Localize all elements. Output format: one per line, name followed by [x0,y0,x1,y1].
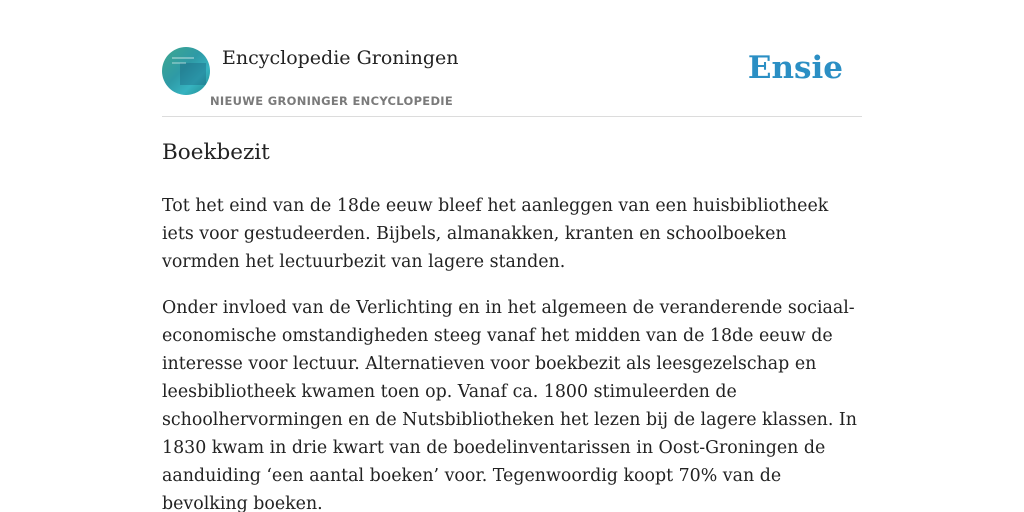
site-title[interactable]: Encyclopedie Groningen [222,47,459,69]
article-title: Boekbezit [162,140,270,165]
article-body [162,192,862,512]
logo-line [172,62,186,64]
article-paragraph: Tot het eind van de 18de eeuw bleef het aanleggen van een huisbibliotheek iets voor gestudeerden. Bijbels, almanakken, kranten en schoolboeken vormden het lectuurbezit van lagere standen. [162,196,829,272]
logo-line [172,57,194,59]
site-header [162,44,862,117]
logo-shade [180,63,206,85]
encyclopedia-logo-icon[interactable] [162,47,210,95]
article-paragraph: Onder invloed van de Verlichting en in het algemeen de veranderende sociaal-economische omstandigheden steeg vanaf het midden van de 18de eeuw de interesse voor lectuur. Alternatieven voor boekbezit als leesgezelschap en leesbibliotheek kwamen toen op. Vanaf ca. 1800 stimuleerden de schoolhervormingen en de Nutsbibliotheken het lezen bij de lagere klassen. In 1830 kwam in drie kwart van de boedelinventarissen in Oost-Groningen de aanduiding ‘een aantal boeken’ voor. Tegenwoordig koopt 70% van de bevolking boeken. [162,298,857,512]
ensie-brand-logo[interactable]: Ensie [747,50,843,86]
site-subtitle: NIEUWE GRONINGER ENCYCLOPEDIE [210,94,454,108]
